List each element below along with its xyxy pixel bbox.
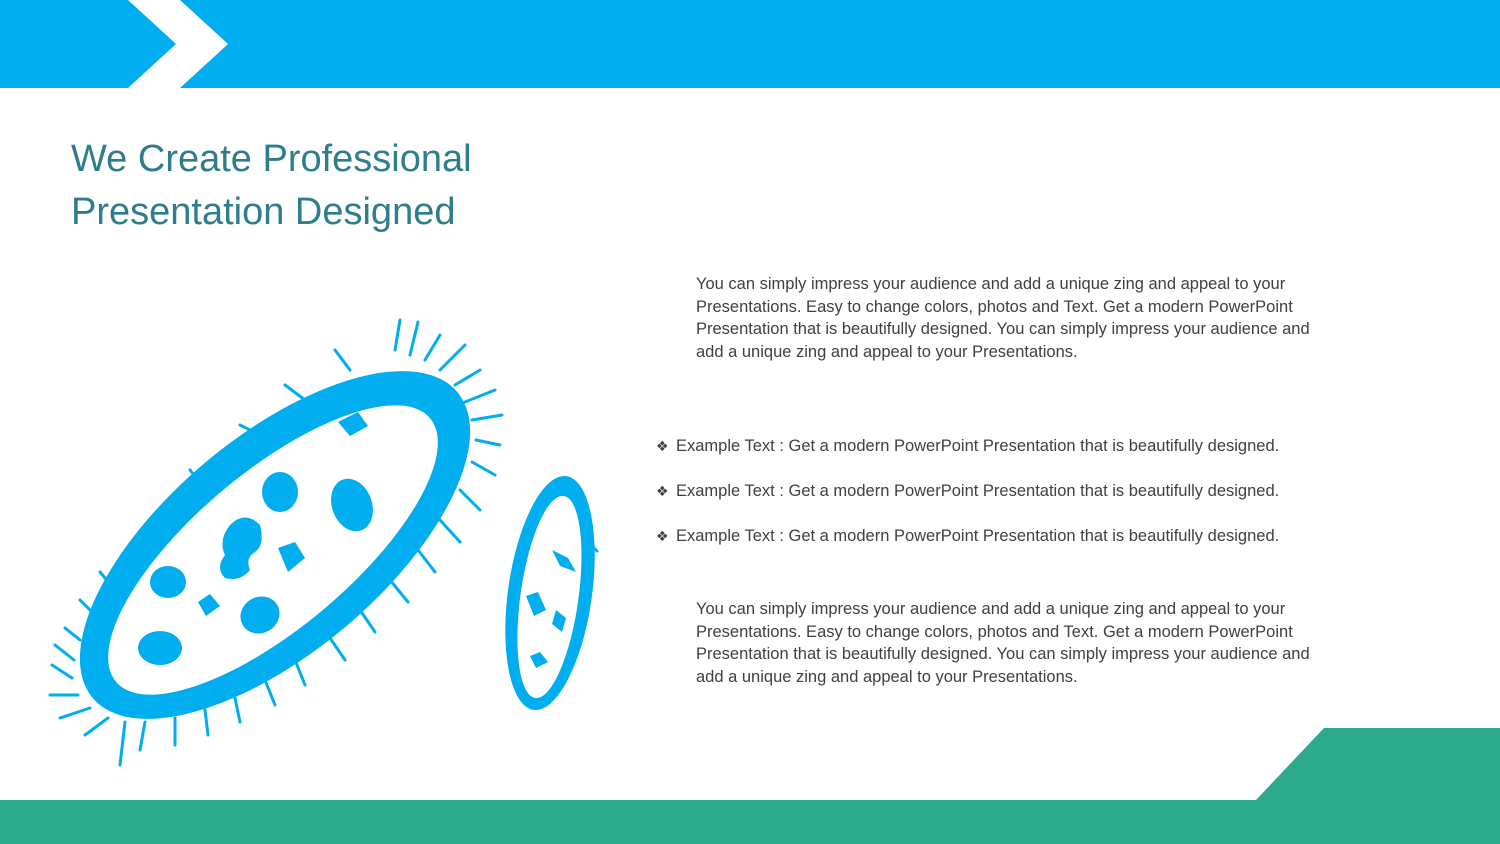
diamond-bullet-icon: ❖ (656, 529, 669, 545)
page-title (71, 133, 631, 239)
paragraph-bottom: You can simply impress your audience and add a unique zing and appeal to your Presentations. Easy to change colors, photos and Text. Get a modern PowerPoint Presentation that is beautifully designed. You can simply impress your audience and add a unique zing and appeal to your Presentations. (696, 600, 1310, 686)
bullet-list (656, 435, 1356, 570)
bullet-text: Example Text : Get a modern PowerPoint Presentation that is beautifully designed. (676, 437, 1280, 455)
diamond-bullet-icon: ❖ (656, 439, 669, 455)
top-banner (0, 0, 1500, 88)
bullet-item (656, 435, 1356, 480)
bullet-item (656, 525, 1356, 570)
title-line-1: We Create Professional (71, 138, 472, 180)
bullet-text: Example Text : Get a modern PowerPoint Presentation that is beautifully designed. (676, 527, 1280, 545)
bullet-text: Example Text : Get a modern PowerPoint Presentation that is beautifully designed. (676, 482, 1280, 500)
bacteria-icon (40, 310, 620, 780)
diamond-bullet-icon: ❖ (656, 484, 669, 500)
paragraph-top: You can simply impress your audience and add a unique zing and appeal to your Presentations. Easy to change colors, photos and Text. Get a modern PowerPoint Presentation that is beautifully designed. You can simply impress your audience and add a unique zing and appeal to your Presentations. (696, 275, 1310, 361)
bullet-item (656, 480, 1356, 525)
title-line-2: Presentation Designed (71, 191, 456, 233)
